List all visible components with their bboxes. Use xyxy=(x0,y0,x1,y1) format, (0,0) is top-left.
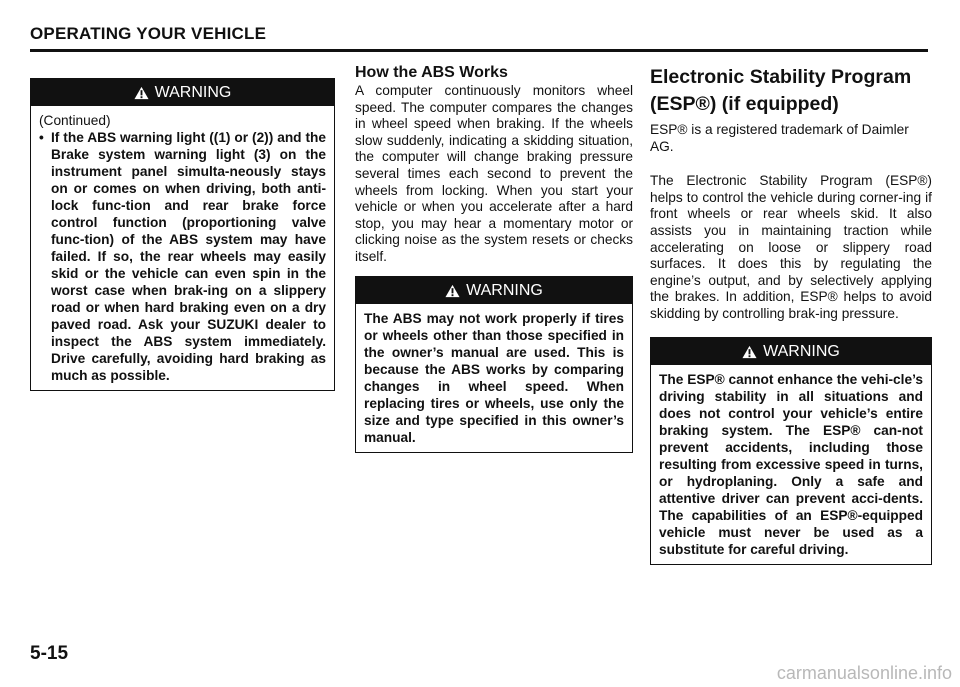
warning-label: WARNING xyxy=(154,84,232,101)
continued-label: (Continued) xyxy=(39,113,111,128)
esp-section-title: Electronic Stability Program (ESP®) (if equipped) xyxy=(650,66,912,115)
warning-text: The ESP® cannot enhance the vehi-cle’s driving stability in all situations and does not control your vehicle’s entire braking system. The ESP® can-not prevent accidents, including those resulting from excessive speed in turns, or hydroplaning. Only a safe and attentive driver can prevent acci-dents. The capabilities of an ESP®-equipped vehicle must never be used as a substitute for careful driving. xyxy=(659,371,923,557)
warning-label: WARNING xyxy=(763,342,840,360)
warning-triangle-icon xyxy=(445,284,460,298)
header-rule xyxy=(30,49,928,52)
page-header-title: OPERATING YOUR VEHICLE xyxy=(30,24,267,43)
abs-section-title: How the ABS Works xyxy=(355,64,508,81)
warning-triangle-icon xyxy=(742,345,757,359)
esp-trademark-note: ESP® is a registered trademark of Daimler AG. xyxy=(650,122,909,154)
warning-header xyxy=(356,277,632,304)
page-number: 5-15 xyxy=(30,643,69,664)
column-right xyxy=(650,64,932,565)
abs-paragraph: A computer continuously monitors wheel speed. The computer compares the changes in wheel speed when braking. If the wheels slow suddenly, indicating a skidding situation, the computer will change braking pressure several times each second to prevent the wheels from locking. When you start your vehicle or when you accelerate after a hard stop, you may hear a momentary motor or clicking noise as the system resets or checks itself. xyxy=(355,83,633,264)
esp-paragraph: The Electronic Stability Program (ESP®) helps to control the vehicle during corner-ing if front wheels or rear wheels skid. It also assists you in maintaining traction while accelerating on loose or slippery road surfaces. It does this by regulating the engine’s output, and by selectively applying the brakes. In addition, ESP® helps to avoid skidding by controlling brak-ing pressure. xyxy=(650,173,932,321)
warning-box xyxy=(650,337,932,565)
column-middle xyxy=(355,64,633,453)
warning-triangle-icon xyxy=(134,86,149,100)
warning-header xyxy=(651,338,931,365)
column-left xyxy=(30,64,335,391)
warning-header xyxy=(31,79,334,106)
warning-bullet-text: If the ABS warning light ((1) or (2)) and the Brake system warning light (3) on the instrument panel simulta-neously stays on or comes on when driving, both anti-lock func-tion and rear brake force control function (proportioning valve func-tion) of the ABS system may have failed. If so, the rear wheels may easily skid or the vehicle can even spin in the worst case when brak-ing on a slippery road or when hard braking even on a dry paved road. Ask your SUZUKI dealer to inspect the ABS system immediately. Drive carefully, avoiding hard braking as much as possible. xyxy=(51,130,326,383)
warning-label: WARNING xyxy=(466,281,543,299)
bullet-dot: • xyxy=(39,130,44,145)
warning-text: The ABS may not work properly if tires or wheels other than those specified in the owner’s manual are used. This is because the ABS works by comparing changes in wheel speed. When replacing tires or wheels, use only the size and type specified in this owner’s manual. xyxy=(364,310,624,445)
watermark: carmanualsonline.info xyxy=(776,663,952,683)
warning-body xyxy=(31,106,334,390)
warning-box xyxy=(355,276,633,453)
warning-box xyxy=(30,78,335,391)
warning-bullet xyxy=(39,129,326,384)
